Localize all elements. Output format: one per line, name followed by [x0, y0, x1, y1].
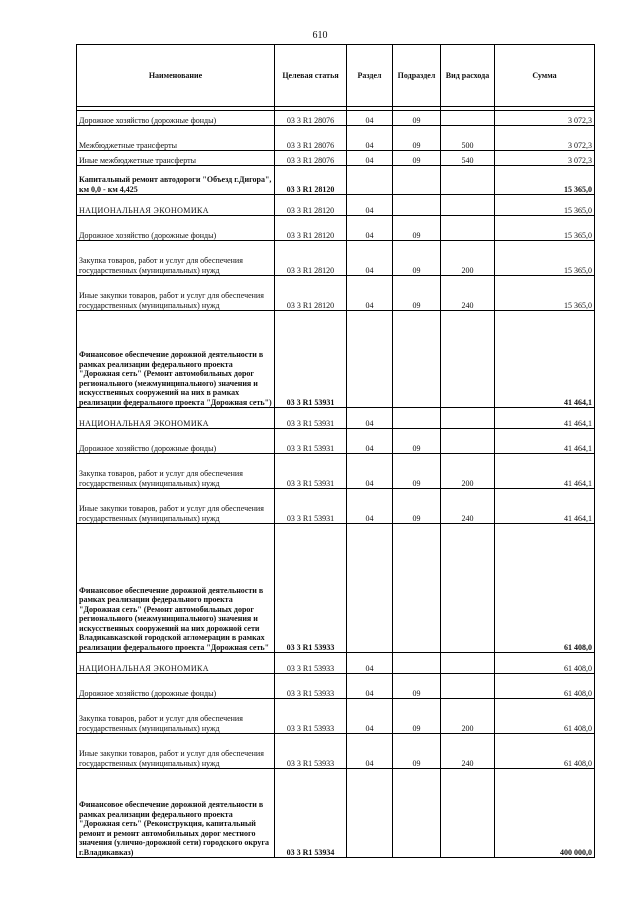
- cell-amount: 15 365,0: [495, 241, 595, 276]
- cell-expense: 240: [441, 276, 495, 311]
- cell-expense: [441, 111, 495, 126]
- cell-subsection: [393, 166, 441, 195]
- cell-section: [347, 524, 393, 653]
- cell-subsection: [393, 408, 441, 429]
- cell-amount: 41 464,1: [495, 408, 595, 429]
- cell-name: Закупка товаров, работ и услуг для обеспечения государственных (муниципальных) нужд: [77, 699, 275, 734]
- cell-amount: 61 408,0: [495, 524, 595, 653]
- cell-amount: 61 408,0: [495, 699, 595, 734]
- cell-name: Иные закупки товаров, работ и услуг для обеспечения государственных (муниципальных) нужд: [77, 734, 275, 769]
- cell-expense: 540: [441, 151, 495, 166]
- cell-expense: [441, 408, 495, 429]
- cell-target: 03 3 R1 53931: [275, 489, 347, 524]
- cell-name: Финансовое обеспечение дорожной деятельности в рамках реализации федерального проекта "Дорожная сеть" (Ремонт автомобильных дорог регионального (межмуниципального) значения и искусственных сооружений на них в рамках реализации федерального проекта "Дорожная сеть"): [77, 311, 275, 408]
- cell-target: 03 3 R1 28120: [275, 216, 347, 241]
- cell-section: [347, 311, 393, 408]
- cell-name: Дорожное хозяйство (дорожные фонды): [77, 111, 275, 126]
- cell-target: 03 3 R1 53931: [275, 429, 347, 454]
- cell-subsection: 09: [393, 216, 441, 241]
- cell-name: Иные межбюджетные трансферты: [77, 151, 275, 166]
- table-row: [77, 166, 595, 195]
- cell-subsection: 09: [393, 111, 441, 126]
- cell-section: 04: [347, 699, 393, 734]
- cell-name: НАЦИОНАЛЬНАЯ ЭКОНОМИКА: [77, 408, 275, 429]
- cell-subsection: 09: [393, 674, 441, 699]
- cell-section: 04: [347, 653, 393, 674]
- cell-subsection: [393, 524, 441, 653]
- budget-table: [76, 44, 595, 858]
- cell-target: 03 3 R1 28120: [275, 166, 347, 195]
- cell-name: Финансовое обеспечение дорожной деятельности в рамках реализации федерального проекта "Дорожная сеть" (Реконструкция, капитальный ремонт и ремонт автомобильных дорог местного значения (улично-дорожной сети) городского округа г.Владикавказ): [77, 769, 275, 858]
- cell-amount: 41 464,1: [495, 311, 595, 408]
- cell-amount: 3 072,3: [495, 111, 595, 126]
- cell-expense: [441, 674, 495, 699]
- cell-subsection: [393, 195, 441, 216]
- cell-expense: 500: [441, 126, 495, 151]
- cell-subsection: 09: [393, 151, 441, 166]
- cell-expense: [441, 653, 495, 674]
- cell-name: Закупка товаров, работ и услуг для обеспечения государственных (муниципальных) нужд: [77, 241, 275, 276]
- table-row: [77, 524, 595, 653]
- cell-target: 03 3 R1 53933: [275, 699, 347, 734]
- cell-section: 04: [347, 408, 393, 429]
- cell-expense: [441, 216, 495, 241]
- cell-section: 04: [347, 195, 393, 216]
- cell-expense: 240: [441, 489, 495, 524]
- cell-name: Дорожное хозяйство (дорожные фонды): [77, 674, 275, 699]
- cell-amount: 15 365,0: [495, 276, 595, 311]
- cell-expense: 240: [441, 734, 495, 769]
- cell-name: Дорожное хозяйство (дорожные фонды): [77, 216, 275, 241]
- cell-target: 03 3 R1 53933: [275, 653, 347, 674]
- cell-amount: 61 408,0: [495, 734, 595, 769]
- cell-name: Дорожное хозяйство (дорожные фонды): [77, 429, 275, 454]
- table-row: [77, 674, 595, 699]
- table-row: [77, 111, 595, 126]
- cell-section: 04: [347, 276, 393, 311]
- table-row: [77, 241, 595, 276]
- cell-target: 03 3 R1 28120: [275, 276, 347, 311]
- cell-target: 03 3 R1 53933: [275, 524, 347, 653]
- cell-section: 04: [347, 489, 393, 524]
- table-row: [77, 454, 595, 489]
- cell-expense: 200: [441, 241, 495, 276]
- cell-subsection: 09: [393, 276, 441, 311]
- cell-name: Иные закупки товаров, работ и услуг для обеспечения государственных (муниципальных) нужд: [77, 489, 275, 524]
- cell-subsection: 09: [393, 454, 441, 489]
- cell-amount: 15 365,0: [495, 216, 595, 241]
- cell-target: 03 3 R1 53933: [275, 674, 347, 699]
- cell-name: Закупка товаров, работ и услуг для обеспечения государственных (муниципальных) нужд: [77, 454, 275, 489]
- cell-target: 03 3 R1 53931: [275, 408, 347, 429]
- cell-amount: 41 464,1: [495, 429, 595, 454]
- cell-subsection: 09: [393, 734, 441, 769]
- cell-section: 04: [347, 429, 393, 454]
- table-row: [77, 769, 595, 858]
- cell-target: 03 3 R1 28120: [275, 195, 347, 216]
- cell-subsection: 09: [393, 699, 441, 734]
- cell-expense: [441, 166, 495, 195]
- cell-amount: 41 464,1: [495, 489, 595, 524]
- page-number: 610: [312, 30, 328, 41]
- cell-section: 04: [347, 126, 393, 151]
- cell-name: Финансовое обеспечение дорожной деятельности в рамках реализации федерального проекта "Дорожная сеть" (Ремонт автомобильных дорог регионального (межмуниципального) значения и искусственных сооружений на них дорожной сети Владикавказской городской агломерации в рамках реализации федерального проекта "Дорожная сеть": [77, 524, 275, 653]
- cell-section: 04: [347, 454, 393, 489]
- cell-subsection: 09: [393, 126, 441, 151]
- header-target: Целевая статья: [275, 45, 347, 107]
- table-row: [77, 151, 595, 166]
- cell-amount: 15 365,0: [495, 195, 595, 216]
- cell-expense: [441, 769, 495, 858]
- cell-section: 04: [347, 674, 393, 699]
- cell-target: 03 3 R1 28076: [275, 111, 347, 126]
- cell-expense: [441, 429, 495, 454]
- cell-amount: 61 408,0: [495, 653, 595, 674]
- table-row: [77, 195, 595, 216]
- cell-section: [347, 166, 393, 195]
- table-body: [77, 111, 595, 858]
- cell-section: 04: [347, 241, 393, 276]
- cell-target: 03 3 R1 53934: [275, 769, 347, 858]
- table-row: [77, 126, 595, 151]
- cell-name: Капитальный ремонт автодороги "Объезд г.Дигора", км 0,0 - км 4,425: [77, 166, 275, 195]
- cell-expense: 200: [441, 699, 495, 734]
- table-row: [77, 699, 595, 734]
- cell-target: 03 3 R1 28120: [275, 241, 347, 276]
- cell-name: НАЦИОНАЛЬНАЯ ЭКОНОМИКА: [77, 653, 275, 674]
- table-row: [77, 311, 595, 408]
- cell-target: 03 3 R1 53933: [275, 734, 347, 769]
- header-amount: Сумма: [495, 45, 595, 107]
- cell-amount: 3 072,3: [495, 126, 595, 151]
- header-section: Раздел: [347, 45, 393, 107]
- cell-expense: [441, 311, 495, 408]
- cell-section: 04: [347, 111, 393, 126]
- cell-target: 03 3 R1 28076: [275, 151, 347, 166]
- cell-subsection: 09: [393, 429, 441, 454]
- cell-amount: 3 072,3: [495, 151, 595, 166]
- table-row: [77, 734, 595, 769]
- cell-subsection: 09: [393, 489, 441, 524]
- table-header-row: [77, 45, 595, 107]
- cell-amount: 400 000,0: [495, 769, 595, 858]
- cell-name: НАЦИОНАЛЬНАЯ ЭКОНОМИКА: [77, 195, 275, 216]
- table-row: [77, 276, 595, 311]
- header-name: Наименование: [77, 45, 275, 107]
- table-row: [77, 653, 595, 674]
- cell-section: 04: [347, 734, 393, 769]
- cell-subsection: 09: [393, 241, 441, 276]
- cell-target: 03 3 R1 28076: [275, 126, 347, 151]
- cell-target: 03 3 R1 53931: [275, 311, 347, 408]
- cell-subsection: [393, 769, 441, 858]
- table-row: [77, 408, 595, 429]
- header-expense: Вид расхода: [441, 45, 495, 107]
- cell-amount: 15 365,0: [495, 166, 595, 195]
- cell-name: Межбюджетные трансферты: [77, 126, 275, 151]
- cell-expense: [441, 195, 495, 216]
- cell-section: [347, 769, 393, 858]
- cell-name: Иные закупки товаров, работ и услуг для обеспечения государственных (муниципальных) нужд: [77, 276, 275, 311]
- cell-section: 04: [347, 216, 393, 241]
- header-subsection: Подраздел: [393, 45, 441, 107]
- cell-target: 03 3 R1 53931: [275, 454, 347, 489]
- cell-section: 04: [347, 151, 393, 166]
- cell-expense: 200: [441, 454, 495, 489]
- table-row: [77, 216, 595, 241]
- table-row: [77, 429, 595, 454]
- table-row: [77, 489, 595, 524]
- cell-amount: 41 464,1: [495, 454, 595, 489]
- cell-amount: 61 408,0: [495, 674, 595, 699]
- cell-subsection: [393, 653, 441, 674]
- cell-subsection: [393, 311, 441, 408]
- cell-expense: [441, 524, 495, 653]
